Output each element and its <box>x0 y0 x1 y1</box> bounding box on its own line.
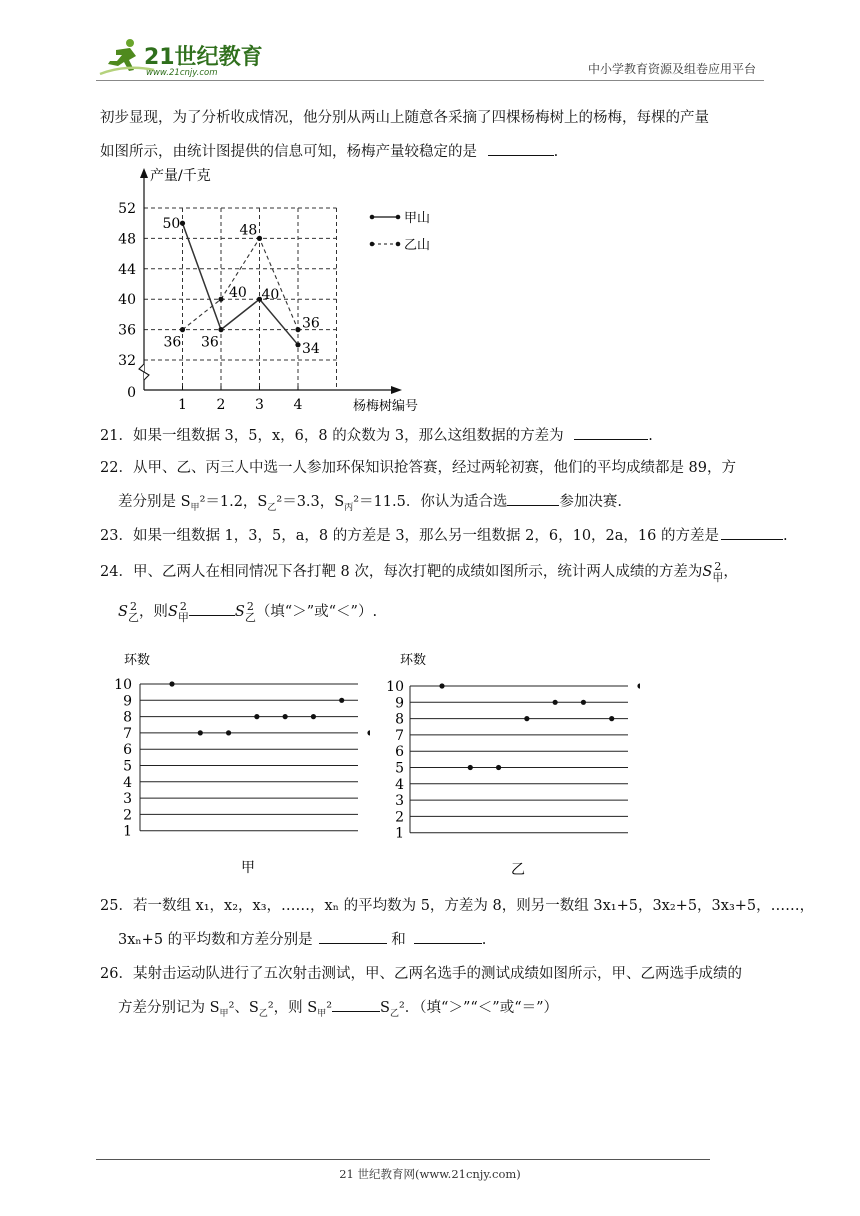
shot-point <box>553 700 558 705</box>
q26-sub-jia2: 甲 <box>317 1008 327 1019</box>
q24-answer-blank <box>189 601 235 616</box>
q24-s-jia-script2 <box>178 601 189 623</box>
shot-point <box>496 765 501 770</box>
footer-text: 21 世纪教育网(www.21cnjy.com) <box>339 1167 521 1181</box>
q24-line1 <box>100 560 738 583</box>
x-axis-arrow-icon <box>391 386 402 394</box>
axis-break-icon <box>139 364 149 380</box>
ring-label: 6 <box>395 744 404 761</box>
y-tick-label: 36 <box>118 322 136 339</box>
shot-point <box>283 714 288 719</box>
q22-text-a: 差分别是 S <box>118 494 191 510</box>
legend-dot <box>370 215 375 220</box>
data-label: 40 <box>229 285 247 302</box>
q24-text: 24．甲、乙两人在相同情况下各打靶 8 次，每次打靶的成绩如图所示，统计两人成绩的方差为 <box>100 564 703 580</box>
q25-line2 <box>118 928 486 949</box>
yield-line-chart <box>110 164 450 416</box>
q25-blank-mean <box>319 929 387 944</box>
data-label: 40 <box>261 287 280 304</box>
target-lines-yi <box>386 679 628 842</box>
q24-s4: S <box>234 604 245 620</box>
q20-period: . <box>553 144 559 160</box>
q26-sub-jia: 甲 <box>219 1008 229 1019</box>
shot-point <box>169 681 174 686</box>
q22-sub-bing: 丙 <box>344 502 354 513</box>
q24-mid: ，则 <box>138 604 168 620</box>
q24-s-yi-script2 <box>245 601 256 623</box>
q23 <box>100 524 788 545</box>
ring-label: 3 <box>395 793 404 810</box>
chart1-yticks <box>118 201 136 401</box>
shot-point <box>367 730 370 735</box>
q23-answer-blank <box>721 525 783 540</box>
q21-text: 21．如果一组数据 3，5，x，6，8 的众数为 3，那么这组数据的方差为 <box>100 428 564 444</box>
chart1-xlabel: 杨梅树编号 <box>353 399 419 414</box>
chart1-legend <box>370 211 430 253</box>
q20-line2-text: 如图所示，由统计图提供的信息可知，杨梅产量较稳定的是 <box>100 144 477 160</box>
q26-line1: 26．某射击运动队进行了五次射击测试，甲、乙两名选手的测试成绩如图所示，甲、乙两选手成绩的 <box>100 966 742 982</box>
shot-point <box>581 700 586 705</box>
target-chart-jia <box>110 644 370 880</box>
target-caption-yi: 乙 <box>511 862 525 878</box>
ring-label: 2 <box>123 807 132 824</box>
target-ylabel-yi: 环数 <box>400 653 427 668</box>
data-point <box>295 327 300 332</box>
logo-text: 21世纪教育 <box>144 45 263 70</box>
ring-label: 8 <box>123 709 132 726</box>
logo-url: www.21cnjy.com <box>146 68 218 78</box>
data-label: 50 <box>162 216 181 233</box>
target-dots-yi <box>439 683 640 770</box>
target-chart-yi <box>380 644 640 880</box>
q22-sub-jia: 甲 <box>190 502 200 513</box>
q24-sub2: 乙 <box>127 611 139 624</box>
q24-s2: S <box>118 604 128 620</box>
data-point <box>180 327 185 332</box>
legend-yi: 乙山 <box>404 238 431 253</box>
q26-text-f: ²．（填“＞”“＜”或“＝”） <box>398 1000 559 1016</box>
q26-text-d: ² <box>326 1000 333 1016</box>
q24-sub4: 乙 <box>244 611 256 624</box>
series-line-jia <box>183 223 299 345</box>
data-label: 36 <box>163 334 182 351</box>
q20-line1: 初步显现，为了分析收成情况，他分别从两山上随意各采摘了四棵杨梅树上的杨梅，每棵的产量 <box>100 110 709 126</box>
y-tick-label: 52 <box>118 201 136 217</box>
ring-label: 3 <box>123 791 132 808</box>
shot-point <box>524 716 529 721</box>
q24-end: （填“＞”或“＜”）. <box>255 604 378 620</box>
ring-label: 9 <box>123 693 132 710</box>
q24-sup2: 2 <box>129 600 137 613</box>
footer-divider <box>96 1159 710 1160</box>
shot-point <box>254 714 259 719</box>
q25-blank-variance <box>414 929 482 944</box>
q24-s3: S <box>167 604 178 620</box>
ring-label: 1 <box>395 825 404 842</box>
y-tick-label: 40 <box>118 292 136 309</box>
shot-point <box>609 716 614 721</box>
shot-point <box>311 714 316 719</box>
header-platform-text: 中小学教育资源及组卷应用平台 <box>587 62 756 76</box>
y-tick-label: 48 <box>118 231 136 248</box>
q24-sup3: 2 <box>179 600 187 613</box>
legend-jia: 甲山 <box>404 211 431 226</box>
q21-answer-blank <box>574 425 648 440</box>
data-point <box>295 342 300 347</box>
header-divider <box>96 80 764 81</box>
target-caption-jia: 甲 <box>241 860 255 876</box>
q26-answer-blank <box>332 997 380 1012</box>
shot-point <box>226 730 231 735</box>
data-label: 36 <box>201 334 219 351</box>
data-point <box>257 236 262 241</box>
ring-label: 5 <box>123 758 132 775</box>
q24-s-jia-script <box>712 561 723 583</box>
q22-line1: 22．从甲、乙、丙三人中选一人参加环保知识抢答赛，经过两轮初赛，他们的平均成绩都是 89，方 <box>100 460 737 476</box>
legend-dot <box>396 242 401 247</box>
series-line-yi <box>183 238 299 329</box>
target-dots-jia <box>169 681 370 735</box>
x-tick-label: 3 <box>255 397 264 413</box>
logo-runner-icon <box>96 34 266 78</box>
q26-sub-yi2: 乙 <box>389 1008 399 1019</box>
q25-text-a: 3xₙ+5 的平均数和方差分别是 <box>118 932 313 948</box>
x-tick-label: 1 <box>178 397 187 413</box>
ring-label: 5 <box>395 760 404 777</box>
y-tick-label: 44 <box>118 261 136 278</box>
legend-dot <box>370 242 375 247</box>
ring-label: 8 <box>395 711 404 728</box>
q24-sub: 甲 <box>712 571 724 584</box>
q23-period: . <box>783 528 788 544</box>
q25-and: 和 <box>391 932 406 948</box>
shot-point <box>198 730 203 735</box>
q26-sub-yi: 乙 <box>258 1008 268 1019</box>
data-point <box>218 297 223 302</box>
shot-point <box>339 698 344 703</box>
q24-comma: ， <box>723 564 738 580</box>
q26-text-b: ²、S <box>228 1000 259 1016</box>
ring-label: 7 <box>123 725 132 742</box>
q22-line2 <box>118 490 622 513</box>
q22-text-c: ²＝3.3，S <box>276 494 345 510</box>
q22-text-e: 参加决赛. <box>559 494 622 510</box>
ring-label: 7 <box>395 727 404 744</box>
y-tick-label: 0 <box>127 385 136 401</box>
shot-point <box>468 765 473 770</box>
q21-period: . <box>648 428 653 444</box>
x-tick-label: 4 <box>293 397 303 413</box>
data-point <box>180 221 185 226</box>
q24-sup: 2 <box>714 560 722 573</box>
q25-period: . <box>481 932 487 948</box>
q24-sub3: 甲 <box>177 611 189 624</box>
shot-point <box>439 683 444 688</box>
chart1-data-labels <box>163 216 320 357</box>
q22-text-b: ²＝1.2，S <box>199 494 268 510</box>
legend-dot <box>396 215 401 220</box>
ring-label: 4 <box>123 774 132 791</box>
q22-answer-blank <box>507 491 559 506</box>
q22-text-d: ²＝11.5．你认为适合选 <box>353 494 508 510</box>
data-label: 36 <box>302 315 320 332</box>
data-label: 48 <box>239 222 258 239</box>
x-tick-label: 2 <box>216 397 226 413</box>
ring-label: 1 <box>123 823 132 840</box>
target-lines-jia <box>114 677 358 840</box>
y-axis-arrow-icon <box>140 168 148 178</box>
q26-line2 <box>118 996 558 1019</box>
q25-line1: 25．若一数组 x₁，x₂，x₃，……，xₙ 的平均数为 5，方差为 8，则另一数组 3x₁+5，3x₂+5，3x₃+5，……， <box>100 898 815 914</box>
q21 <box>100 424 653 445</box>
shot-point <box>637 683 640 688</box>
data-point <box>218 327 223 332</box>
chart1-ylabel: 产量/千克 <box>150 168 211 184</box>
q26-text-a: 方差分别记为 S <box>118 1000 220 1016</box>
q26-text-c: ²，则 S <box>267 1000 318 1016</box>
q24-s: S <box>702 564 713 580</box>
q24-line2 <box>118 600 377 623</box>
q24-sup4: 2 <box>246 600 254 613</box>
q22-sub-yi: 乙 <box>267 502 277 513</box>
data-label: 34 <box>302 340 320 357</box>
q24-s-yi-script <box>128 601 139 623</box>
ring-label: 6 <box>123 742 132 759</box>
ring-label: 9 <box>395 695 404 712</box>
q26-text-e: S <box>380 1000 390 1016</box>
q20-answer-blank <box>488 141 554 156</box>
target-ylabel-jia: 环数 <box>124 653 151 668</box>
q20-line2 <box>100 140 558 161</box>
ring-label: 10 <box>386 679 404 695</box>
y-tick-label: 32 <box>118 353 136 369</box>
q23-text: 23．如果一组数据 1，3，5，a，8 的方差是 3，那么另一组数据 2，6，10，2a，16 的方差是 <box>100 528 719 544</box>
ring-label: 4 <box>395 776 404 793</box>
ring-label: 10 <box>114 677 132 693</box>
chart1-series <box>180 221 301 348</box>
site-logo <box>96 34 266 78</box>
ring-label: 2 <box>395 809 404 826</box>
